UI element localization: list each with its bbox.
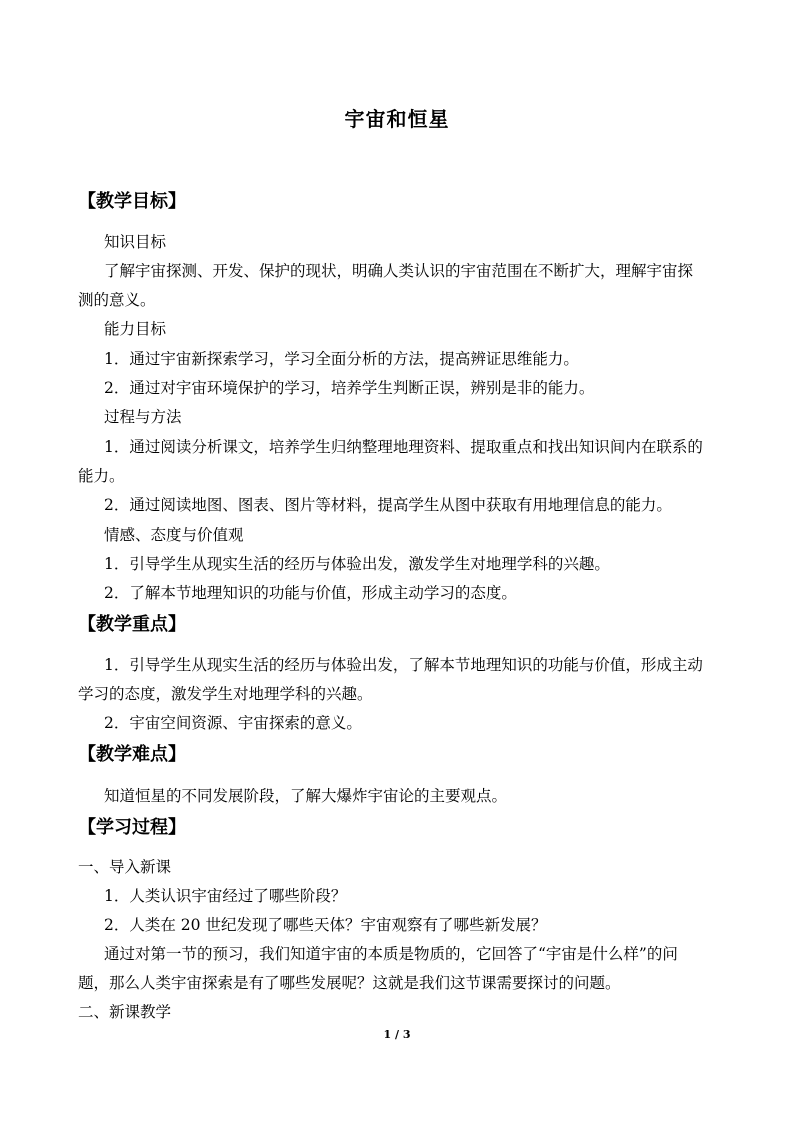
emotion-goal-item2: 2．了解本节地理知识的功能与价值，形成主动学习的态度。 (104, 584, 517, 602)
ability-goal-item1: 1．通过宇宙新探索学习，学习全面分析的方法，提高辨证思维能力。 (104, 350, 579, 368)
process-goal-item1-line1: 1．通过阅读分析课文，培养学生归纳整理地理资料、提取重点和找出知识间内在联系的 (104, 438, 703, 456)
key-points-heading: 【教学重点】 (78, 614, 186, 635)
part1-paragraph-line1: 通过对第一节的预习，我们知道宇宙的本质是物质的，它回答了“宇宙是什么样”的问 (104, 945, 678, 963)
part1-label: 一、导入新课 (78, 858, 172, 876)
ability-goal-item2: 2．通过对宇宙环境保护的学习，培养学生判断正误，辨别是非的能力。 (104, 379, 595, 397)
emotion-goal-item1: 1．引导学生从现实生活的经历与体验出发，激发学生对地理学科的兴趣。 (104, 555, 610, 573)
learning-process-heading: 【学习过程】 (78, 817, 186, 838)
key-points-item2: 2．宇宙空间资源、宇宙探索的意义。 (104, 714, 362, 732)
key-points-item1-line2: 学习的态度，激发学生对地理学科的兴趣。 (78, 685, 373, 703)
knowledge-goal-text-line2: 测的意义。 (78, 291, 156, 309)
knowledge-goal-label: 知识目标 (104, 233, 167, 251)
process-goal-item2: 2．通过阅读地图、图表、图片等材料，提高学生从图中获取有用地理信息的能力。 (104, 496, 672, 514)
page-indicator: 1 / 3 (383, 1028, 411, 1041)
key-points-item1-line1: 1．引导学生从现实生活的经历与体验出发，了解本节地理知识的功能与价值，形成主动 (104, 656, 703, 674)
part1-paragraph-line2: 题，那么人类宇宙探索是有了哪些发展呢？这就是我们这节课需要探讨的问题。 (78, 974, 621, 992)
process-goal-label: 过程与方法 (104, 408, 182, 426)
difficulties-text: 知道恒星的不同发展阶段，了解大爆炸宇宙论的主要观点。 (104, 787, 508, 805)
ability-goal-label: 能力目标 (104, 320, 167, 338)
knowledge-goal-text-line1: 了解宇宙探测、开发、保护的现状，明确人类认识的宇宙范围在不断扩大，理解宇宙探 (104, 262, 694, 280)
part1-question2: 2．人类在 20 世纪发现了哪些天体？宇宙观察有了哪些新发展？ (104, 916, 547, 934)
part2-label: 二、新课教学 (78, 1003, 172, 1021)
process-goal-item1-line2: 能力。 (78, 467, 125, 485)
part1-question1: 1．人类认识宇宙经过了哪些阶段？ (104, 887, 347, 905)
document-title: 宇宙和恒星 (344, 107, 450, 131)
emotion-goal-label: 情感、态度与价值观 (104, 526, 244, 544)
difficulties-heading: 【教学难点】 (78, 744, 186, 765)
goals-heading: 【教学目标】 (78, 191, 186, 212)
